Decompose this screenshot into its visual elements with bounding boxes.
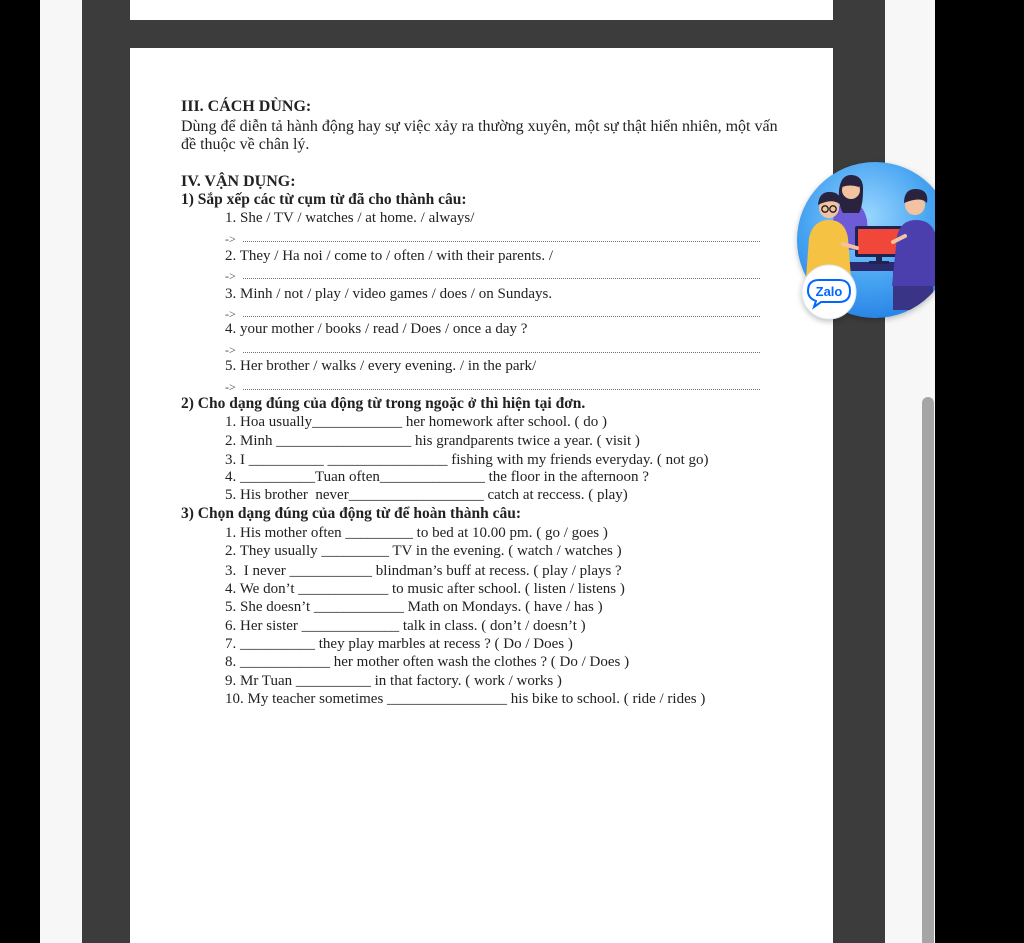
exercise-1-item: 4. your mother / books / read / Does / once a day ?: [225, 321, 528, 337]
exercise-2-item: 2. Minh __________________ his grandparents twice a year. ( visit ): [225, 433, 640, 449]
exercise-2-item: 4. __________Tuan often______________ the floor in the afternoon ?: [225, 469, 649, 485]
exercise-3-item: 4. We don’t ____________ to music after school. ( listen / listens ): [225, 581, 625, 597]
exercise-2-item: 5. His brother never__________________ catch at reccess. ( play): [225, 487, 628, 503]
zalo-chat-bubble[interactable]: [797, 160, 935, 322]
zalo-badge-label: Zalo: [815, 284, 843, 299]
scrollbar-thumb[interactable]: [922, 397, 934, 943]
document-viewer[interactable]: [82, 0, 885, 943]
exercise-3-item: 2. They usually _________ TV in the evening. ( watch / watches ): [225, 543, 622, 559]
answer-dotted-line: [243, 241, 760, 242]
exercise-3-item: 8. ____________ her mother often wash the clothes ? ( Do / Does ): [225, 654, 630, 670]
exercise-3-item: 6. Her sister _____________ talk in class. ( don’t / doesn’t ): [225, 618, 586, 634]
exercise-2-title: 2) Cho dạng đúng của động từ trong ngoặc ở thì hiện tại đơn.: [181, 395, 586, 412]
exercise-1-item: 1. She / TV / watches / at home. / always/: [225, 210, 475, 226]
exercise-1-title: 1) Sắp xếp các từ cụm từ đã cho thành câu:: [181, 191, 467, 208]
exercise-3-item: 5. She doesn’t ____________ Math on Mondays. ( have / has ): [225, 599, 603, 615]
exercise-3-item: 7. __________ they play marbles at recess ? ( Do / Does ): [225, 636, 573, 652]
usage-text-line: Dùng để diễn tả hành động hay sự việc xảy ra thường xuyên, một sự thật hiển nhiên, một vấn: [181, 118, 778, 135]
answer-dotted-line: [243, 316, 760, 317]
exercise-2-item: 1. Hoa usually____________ her homework after school. ( do ): [225, 414, 608, 430]
answer-dotted-line: [243, 278, 760, 279]
section-heading-usage: III. CÁCH DÙNG:: [181, 98, 312, 115]
phone-screen: [40, 0, 935, 943]
exercise-1-item: 2. They / Ha noi / come to / often / with their parents. /: [225, 248, 553, 264]
document-page: [130, 48, 833, 943]
previous-page-bottom: [130, 0, 833, 20]
section-heading-practice: IV. VẬN DỤNG:: [181, 173, 296, 190]
answer-arrow: ->: [225, 269, 236, 283]
usage-text-line: đề thuộc về chân lý.: [181, 136, 310, 153]
answer-dotted-line: [243, 389, 760, 390]
exercise-3-item: 9. Mr Tuan __________ in that factory. ( work / works ): [225, 673, 562, 689]
exercise-3-item: 1. His mother often _________ to bed at 10.00 pm. ( go / goes ): [225, 525, 608, 541]
exercise-1-item: 5. Her brother / walks / every evening. / in the park/: [225, 358, 537, 374]
answer-arrow: ->: [225, 232, 236, 246]
exercise-3-title: 3) Chọn dạng đúng của động từ để hoàn thành câu:: [181, 505, 522, 522]
answer-arrow: ->: [225, 307, 236, 321]
zalo-badge[interactable]: [802, 265, 856, 319]
exercise-1-item: 3. Minh / not / play / video games / does / on Sundays.: [225, 286, 553, 302]
exercise-3-item: 3. I never ___________ blindman’s buff at recess. ( play / plays ?: [225, 563, 622, 579]
answer-dotted-line: [243, 352, 760, 353]
exercise-3-item: 10. My teacher sometimes ________________ his bike to school. ( ride / rides ): [225, 691, 706, 707]
exercise-2-item: 3. I __________ ________________ fishing with my friends everyday. ( not go): [225, 452, 709, 468]
answer-arrow: ->: [225, 380, 236, 394]
answer-arrow: ->: [225, 343, 236, 357]
